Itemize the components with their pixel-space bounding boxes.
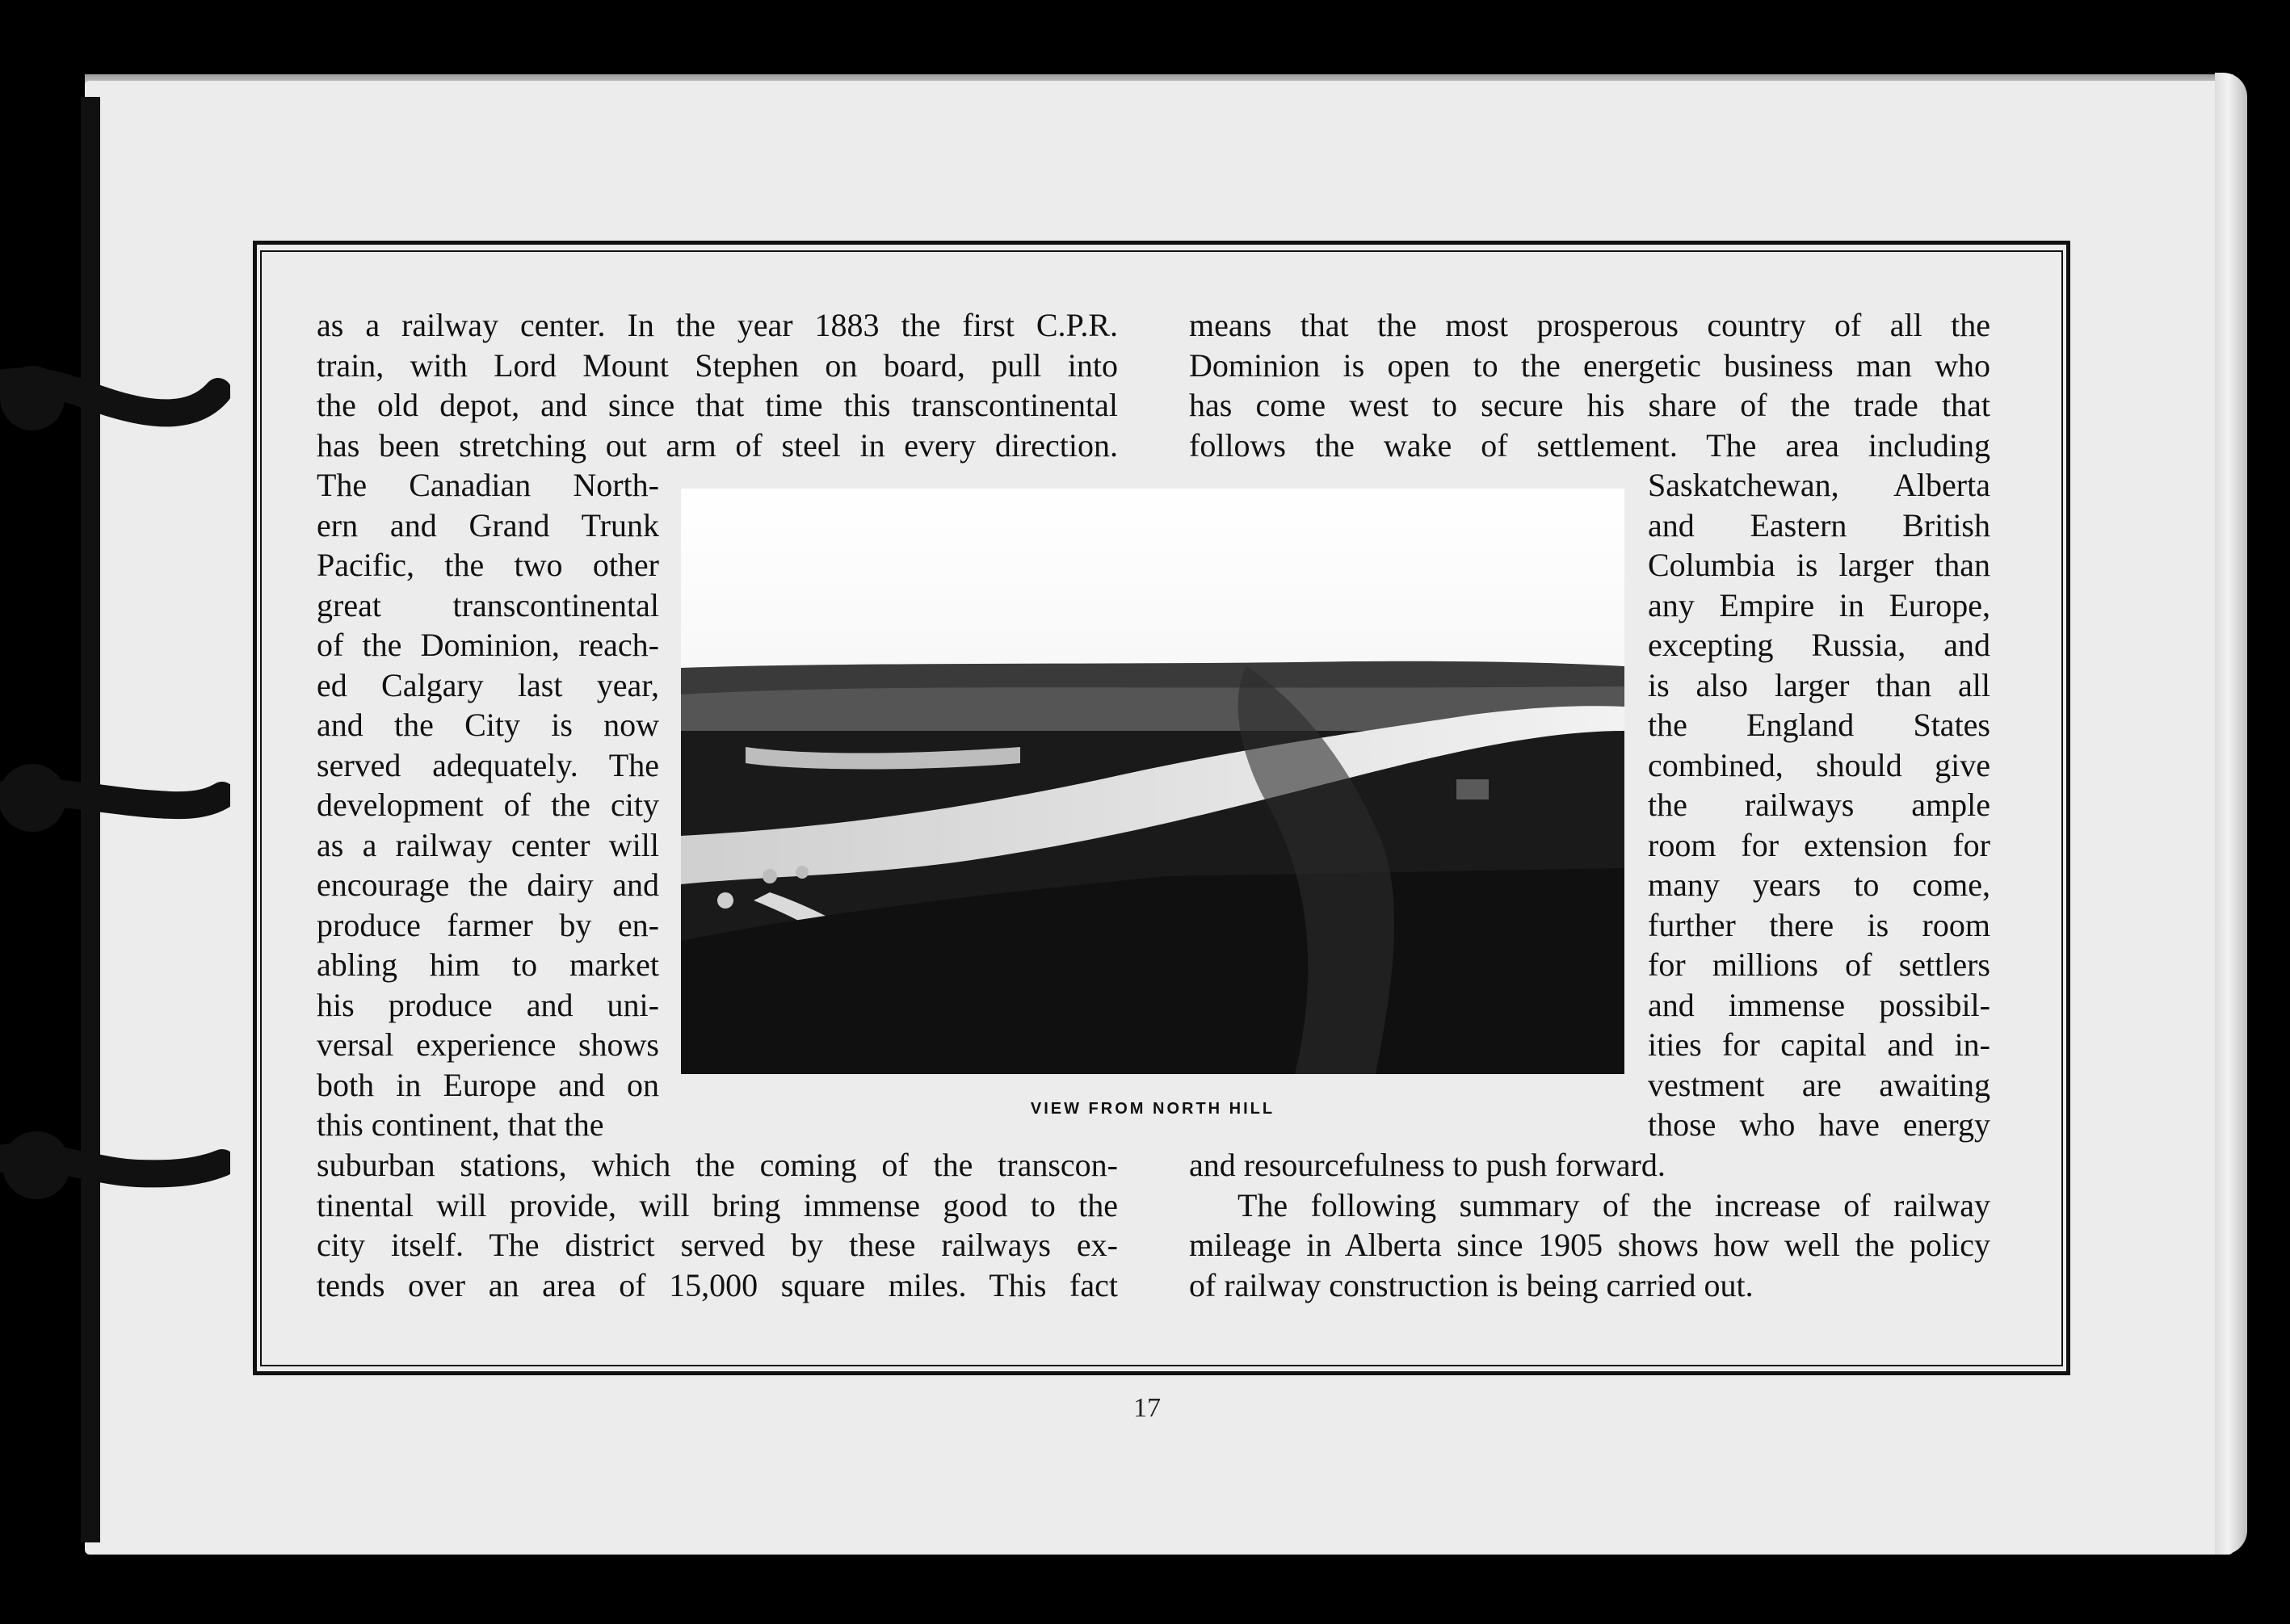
photo-caption: VIEW FROM NORTH HILL xyxy=(1030,1100,1275,1118)
text-line: produce farmer by en- xyxy=(317,906,659,943)
text-line: and immense possibil- xyxy=(1648,986,1990,1023)
text-line: mileage in Alberta since 1905 shows how well the policy xyxy=(1189,1227,1990,1263)
left-column-bottom-paragraph xyxy=(317,1145,1118,1305)
text-line: ern and Grand Trunk xyxy=(317,506,659,543)
text-line: ities for capital and in- xyxy=(1648,1026,1990,1063)
text-line: encourage the dairy and xyxy=(317,867,659,903)
text-line: The following summary of the increase of railway xyxy=(1237,1186,1990,1223)
text-line: means that the most prosperous country of all the xyxy=(1189,307,1990,343)
text-line: the old depot, and since that time this transcontinental xyxy=(317,387,1118,423)
text-line: those who have energy xyxy=(1648,1106,1990,1143)
text-line: The Canadian North- xyxy=(317,467,659,503)
text-line: Dominion is open to the energetic business man who xyxy=(1189,346,1990,384)
text-line: his produce and uni- xyxy=(317,986,659,1023)
text-line: for millions of settlers xyxy=(1648,946,1990,983)
text-line: versal experience shows xyxy=(317,1026,659,1063)
text-line: Columbia is larger than xyxy=(1648,547,1990,583)
text-line: further there is room xyxy=(1648,906,1990,943)
page-right-edge xyxy=(2215,73,2247,1555)
text-line: both in Europe and on xyxy=(317,1066,659,1103)
text-line: many years to come, xyxy=(1648,867,1990,903)
text-line: and resourcefulness to push forward. xyxy=(1189,1147,1666,1183)
binder-ring-icon xyxy=(0,1127,230,1207)
text-line: abling him to market xyxy=(317,946,659,983)
text-line: as a railway center. In the year 1883 the first C.P.R. xyxy=(317,307,1118,343)
text-line: ed Calgary last year, xyxy=(317,666,659,703)
text-line: has been stretching out arm of steel in every direction. xyxy=(317,426,1118,464)
text-line: and Eastern British xyxy=(1648,506,1990,543)
text-line: excepting Russia, and xyxy=(1648,627,1990,663)
binder-ring-icon xyxy=(0,359,230,440)
text-line: combined, should give xyxy=(1648,746,1990,783)
text-line: tends over an area of 15,000 square miles. This fact xyxy=(317,1266,1118,1303)
page-number: 17 xyxy=(1133,1393,1161,1423)
right-column-bottom-paragraph xyxy=(1189,1145,1990,1305)
left-column-wrap-paragraph xyxy=(317,465,659,1145)
text-line: train, with Lord Mount Stephen on board, pull into xyxy=(317,346,1118,384)
text-line: served adequately. The xyxy=(317,746,659,783)
text-line: Saskatchewan, Alberta xyxy=(1648,467,1990,503)
text-line: Pacific, the two other xyxy=(317,547,659,583)
text-line: vestment are awaiting xyxy=(1648,1066,1990,1103)
river-valley-photograph xyxy=(681,489,1624,1074)
text-line: and the City is now xyxy=(317,707,659,743)
text-line: the England States xyxy=(1648,707,1990,743)
right-column-wrap-paragraph xyxy=(1648,465,1990,1145)
text-line: the railways ample xyxy=(1648,787,1990,823)
text-line: city itself. The district served by these railways ex- xyxy=(317,1227,1118,1263)
left-column-top-paragraph xyxy=(317,305,1118,465)
text-line: is also larger than all xyxy=(1648,666,1990,703)
text-line: follows the wake of settlement. The area including xyxy=(1189,426,1990,464)
right-column-top-paragraph xyxy=(1189,305,1990,465)
text-line: this continent, that the xyxy=(317,1106,604,1143)
text-line: development of the city xyxy=(317,787,659,823)
text-line: tinental will provide, will bring immense good to the xyxy=(317,1186,1118,1223)
text-line: room for extension for xyxy=(1648,826,1990,863)
text-line: of the Dominion, reach- xyxy=(317,627,659,663)
text-line: of railway construction is being carried out. xyxy=(1189,1266,1754,1303)
text-line: any Empire in Europe, xyxy=(1648,586,1990,623)
text-line: has come west to secure his share of the trade that xyxy=(1189,387,1990,423)
binder-ring-icon xyxy=(0,759,230,840)
text-line: great transcontinental xyxy=(317,586,659,623)
text-line: as a railway center will xyxy=(317,826,659,863)
text-line: suburban stations, which the coming of the transcon- xyxy=(317,1147,1118,1183)
